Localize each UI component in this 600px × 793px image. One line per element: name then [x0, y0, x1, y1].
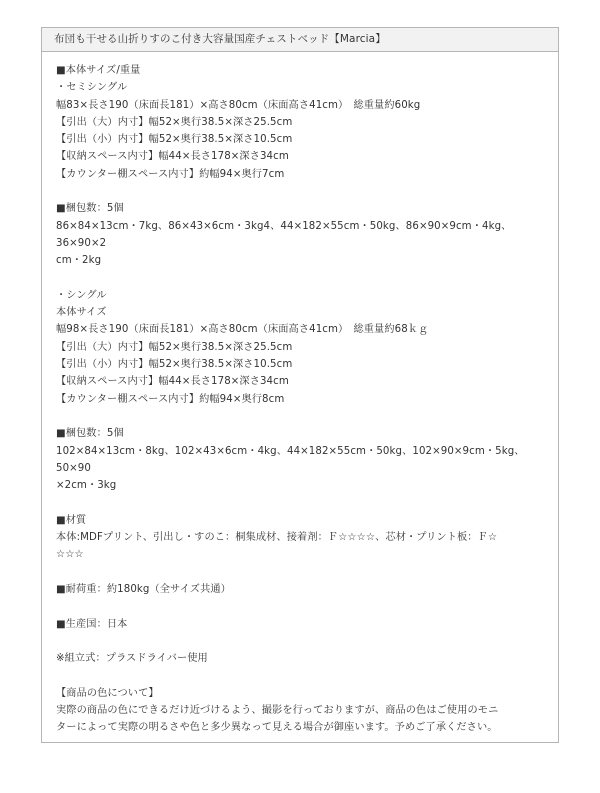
single-drawer-small: 【引出（小）内寸】幅52×奥行38.5×深さ10.5cm	[56, 359, 293, 371]
semi-single-drawer-small: 【引出（小）内寸】幅52×奥行38.5×深さ10.5cm	[56, 134, 293, 146]
country-of-origin: ■生産国：日本	[56, 618, 128, 630]
spacer	[56, 633, 544, 650]
spacer	[56, 270, 544, 287]
material-line1: 本体:MDFプリント、引出し・すのこ：桐集成材、接着剤：Ｆ☆☆☆☆、芯材・プリント板：Ｆ☆	[56, 532, 498, 544]
single-size-label: 本体サイズ	[56, 307, 107, 319]
semi-packages-heading: ■梱包数：5個	[56, 203, 124, 215]
color-note-line1: 実際の商品の色にできるだけ近づけるよう、撮影を行っておりますが、商品の色はご使用のモニ	[56, 704, 499, 716]
semi-packages-line1: 86×84×13cm・7kg、86×43×6cm・3kg4、44×182×55cm・50kg、86×90×9cm・4kg、36×90×2	[56, 220, 512, 249]
semi-single-storage: 【収納スペース内寸】幅44×長さ178×深さ34cm	[56, 151, 289, 163]
spacer	[56, 598, 544, 615]
spacer	[56, 564, 544, 581]
material-line2: ☆☆☆	[56, 549, 84, 561]
color-note-heading: 【商品の色について】	[56, 687, 159, 699]
spacer	[56, 667, 544, 684]
semi-single-label: ・セミシングル	[56, 82, 128, 94]
single-packages-heading: ■梱包数：5個	[56, 428, 124, 440]
load-capacity: ■耐荷重：約180kg（全サイズ共通）	[56, 583, 231, 595]
panel-title: 布団も干せる山折りすのこ付き大容量国産チェストベッド【Marcia】	[42, 28, 558, 52]
single-label: ・シングル	[56, 289, 107, 301]
spacer	[56, 183, 544, 200]
single-drawer-large: 【引出（大）内寸】幅52×奥行38.5×深さ25.5cm	[56, 341, 293, 353]
single-counter: 【カウンター棚スペース内寸】約幅94×奥行8cm	[56, 393, 285, 405]
material-heading: ■材質	[56, 514, 87, 526]
spacer	[56, 408, 544, 425]
semi-single-counter: 【カウンター棚スペース内寸】約幅94×奥行7cm	[56, 168, 285, 180]
semi-single-drawer-large: 【引出（大）内寸】幅52×奥行38.5×深さ25.5cm	[56, 116, 293, 128]
color-note-line2: ターによって実際の明るさや色と多少異なって見える場合が御座います。予めご了承ください。	[56, 722, 498, 734]
single-packages-line2: ×2cm・3kg	[56, 480, 117, 492]
single-storage: 【収納スペース内寸】幅44×長さ178×深さ34cm	[56, 376, 289, 388]
semi-packages-line2: cm・2kg	[56, 255, 102, 267]
single-packages-line1: 102×84×13cm・8kg、102×43×6cm・4kg、44×182×55cm・50kg、102×90×9cm・5kg、50×90	[56, 445, 525, 474]
spacer	[56, 494, 544, 511]
semi-single-dims: 幅83×長さ190（床面長181）×高さ80cm（床面高さ41cm） 総重量約60kg	[56, 99, 421, 111]
assembly-note: ※組立式：プラスドライバー使用	[56, 653, 208, 665]
size-heading: ■本体サイズ/重量	[56, 65, 141, 76]
spec-panel	[41, 27, 559, 743]
spec-body	[42, 52, 558, 737]
single-dims: 幅98×長さ190（床面長181）×高さ80cm（床面高さ41cm） 総重量約68ｋｇ	[56, 324, 429, 336]
